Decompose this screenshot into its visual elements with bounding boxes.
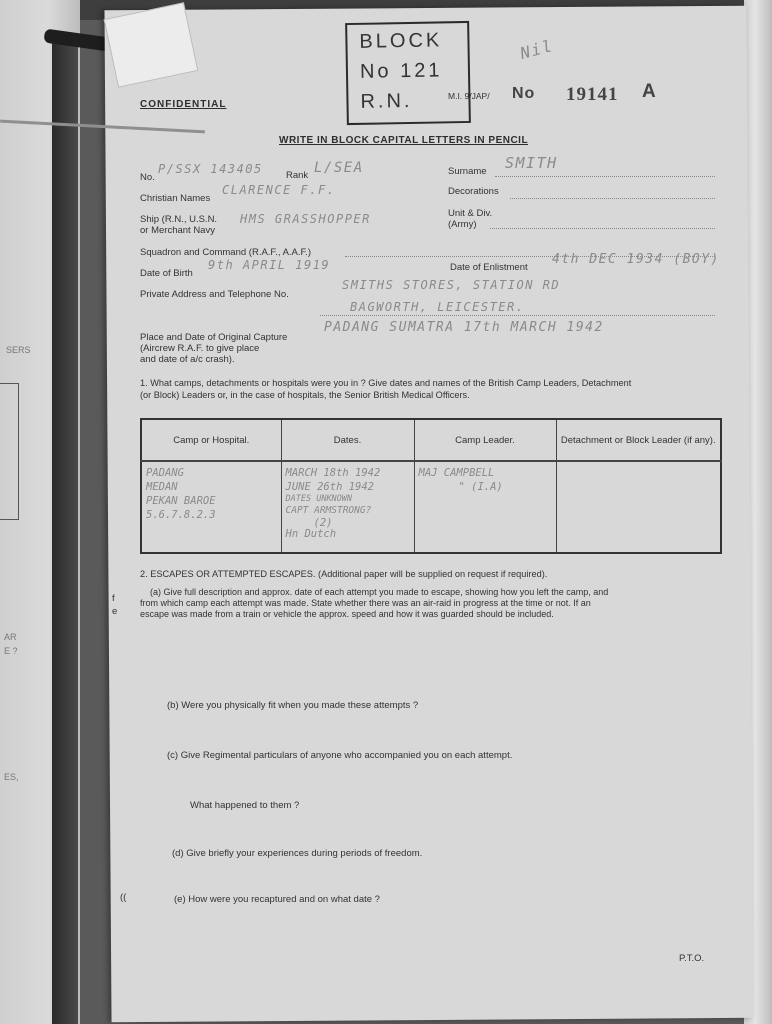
camps-table	[140, 418, 722, 554]
left-fragment: ES,	[4, 772, 19, 782]
question-2c: (c) Give Regimental particulars of anyone who accompanied you on each attempt.	[167, 750, 513, 761]
camp-entry: MEDAN	[146, 481, 178, 493]
margin-fragment: f	[112, 593, 115, 604]
left-fragment: E ?	[4, 646, 18, 656]
question-2a-line-2: from which camp each attempt was made. State whether there was an air-raid in progress at the time or not. If an	[140, 598, 591, 608]
col-header-dates: Dates.	[281, 419, 414, 461]
stamp-line: R.N.	[360, 89, 413, 113]
document-suffix: A	[642, 81, 657, 102]
margin-fragment: e	[112, 606, 118, 617]
dotted-line	[320, 315, 715, 316]
ref-code: M.I. 9/JAP/	[448, 91, 490, 101]
question-1-line-1: 1. What camps, detachments or hospitals were you in ? Give dates and names of the British Camp Leaders, Detachment	[140, 378, 632, 388]
question-2c-followup: What happened to them ?	[190, 800, 300, 811]
question-1-line-2: (or Block) Leaders or, in the case of hospitals, the Senior British Medical Officers.	[140, 390, 470, 400]
left-fragment: SERS	[6, 345, 31, 355]
surname-value: SMITH	[505, 154, 558, 172]
date-entry: MARCH 18th 1942	[285, 467, 381, 479]
rank-value: L/SEA	[314, 160, 364, 176]
dob-value: 9th APRIL 1919	[208, 258, 331, 272]
ship-value: HMS GRASSHOPPER	[240, 212, 371, 226]
col-header-camp-leader: Camp Leader.	[414, 419, 556, 461]
date-entry: (2)	[313, 517, 333, 529]
service-number-value: P/SSX 143405	[158, 162, 263, 176]
dob-label: Date of Birth	[140, 268, 193, 279]
question-2e: (e) How were you recaptured and on what date ?	[174, 894, 380, 905]
date-entry: JUNE 26th 1942	[285, 481, 375, 493]
ship-label-2: or Merchant Navy	[140, 225, 215, 236]
stack-shadow-edge	[52, 40, 78, 1024]
surname-label: Surname	[448, 166, 487, 177]
question-2b: (b) Were you physically fit when you made these attempts ?	[167, 700, 419, 711]
document-number: 19141	[566, 84, 619, 105]
address-line-1: SMITHS STORES, STATION RD	[342, 278, 561, 292]
question-2d: (d) Give briefly your experiences during periods of freedom.	[172, 848, 423, 859]
camp-entry: 5.6.7.8.2.3	[146, 509, 216, 521]
unit-label: Unit & Div.	[448, 208, 493, 219]
dates-cell	[281, 461, 414, 553]
pto-label: P.T.O.	[679, 953, 705, 964]
block-stamp	[345, 21, 471, 125]
leader-entry: " (I.A)	[458, 481, 503, 493]
camp-leader-cell	[414, 461, 556, 553]
no-label: No.	[140, 172, 155, 183]
stamp-line: BLOCK	[359, 29, 443, 53]
number-label: No	[512, 85, 536, 102]
camp-entry: PEKAN BAROE	[146, 495, 216, 507]
question-2-title: 2. ESCAPES OR ATTEMPTED ESCAPES. (Additional paper will be supplied on request if required).	[140, 569, 548, 579]
date-entry: CAPT ARMSTRONG?	[285, 505, 372, 516]
nil-annotation: Nil	[518, 36, 556, 63]
unit-label-2: (Army)	[448, 219, 477, 230]
dotted-line	[495, 176, 715, 177]
rank-label: Rank	[286, 170, 309, 181]
camps-cell	[141, 461, 281, 553]
ship-label: Ship (R.N., U.S.N.	[140, 214, 218, 225]
camp-entry: PADANG	[146, 467, 184, 479]
capture-value: PADANG SUMATRA 17th MARCH 1942	[324, 320, 604, 335]
christian-names-label: Christian Names	[140, 193, 211, 204]
left-paper-stack	[0, 0, 80, 1024]
question-2a-line-3: escape was made from a train or vehicle the approx. speed and how it was guarded should be included.	[140, 609, 554, 619]
dotted-line	[510, 198, 715, 199]
capture-label-3: and date of a/c crash).	[140, 354, 235, 365]
left-fragment: AR	[4, 632, 17, 642]
enlistment-label: Date of Enlistment	[450, 262, 528, 273]
pencil-instruction: WRITE IN BLOCK CAPITAL LETTERS IN PENCIL	[279, 135, 529, 146]
capture-label: Place and Date of Original Capture	[140, 332, 288, 343]
stamp-line: No 121	[359, 59, 443, 83]
date-entry: DATES UNKNOWN	[285, 494, 353, 504]
squadron-label: Squadron and Command (R.A.F., A.A.F.)	[140, 247, 312, 258]
question-2a-line-1: (a) Give full description and approx. date of each attempt you made to escape, showing how you left the camp, and	[150, 587, 609, 597]
address-label: Private Address and Telephone No.	[140, 289, 289, 300]
christian-names-value: CLARENCE F.F.	[222, 183, 336, 197]
date-entry: Hn Dutch	[285, 528, 337, 540]
leader-entry: MAJ CAMPBELL	[418, 467, 495, 479]
confidential-label: CONFIDENTIAL	[140, 99, 227, 110]
capture-label-2: (Aircrew R.A.F. to give place	[140, 343, 260, 354]
decorations-label: Decorations	[448, 186, 499, 197]
address-line-2: BAGWORTH, LEICESTER.	[350, 300, 525, 314]
enlistment-value: 4th DEC 1934 (BOY)	[552, 252, 720, 267]
left-fragment-box	[0, 383, 19, 520]
margin-fragment: ((	[120, 892, 127, 903]
table-row	[141, 461, 721, 553]
col-header-camp: Camp or Hospital.	[141, 419, 281, 461]
col-header-detachment: Detachment or Block Leader (if any).	[556, 419, 721, 461]
detachment-cell	[556, 461, 721, 553]
dotted-line	[490, 228, 715, 229]
